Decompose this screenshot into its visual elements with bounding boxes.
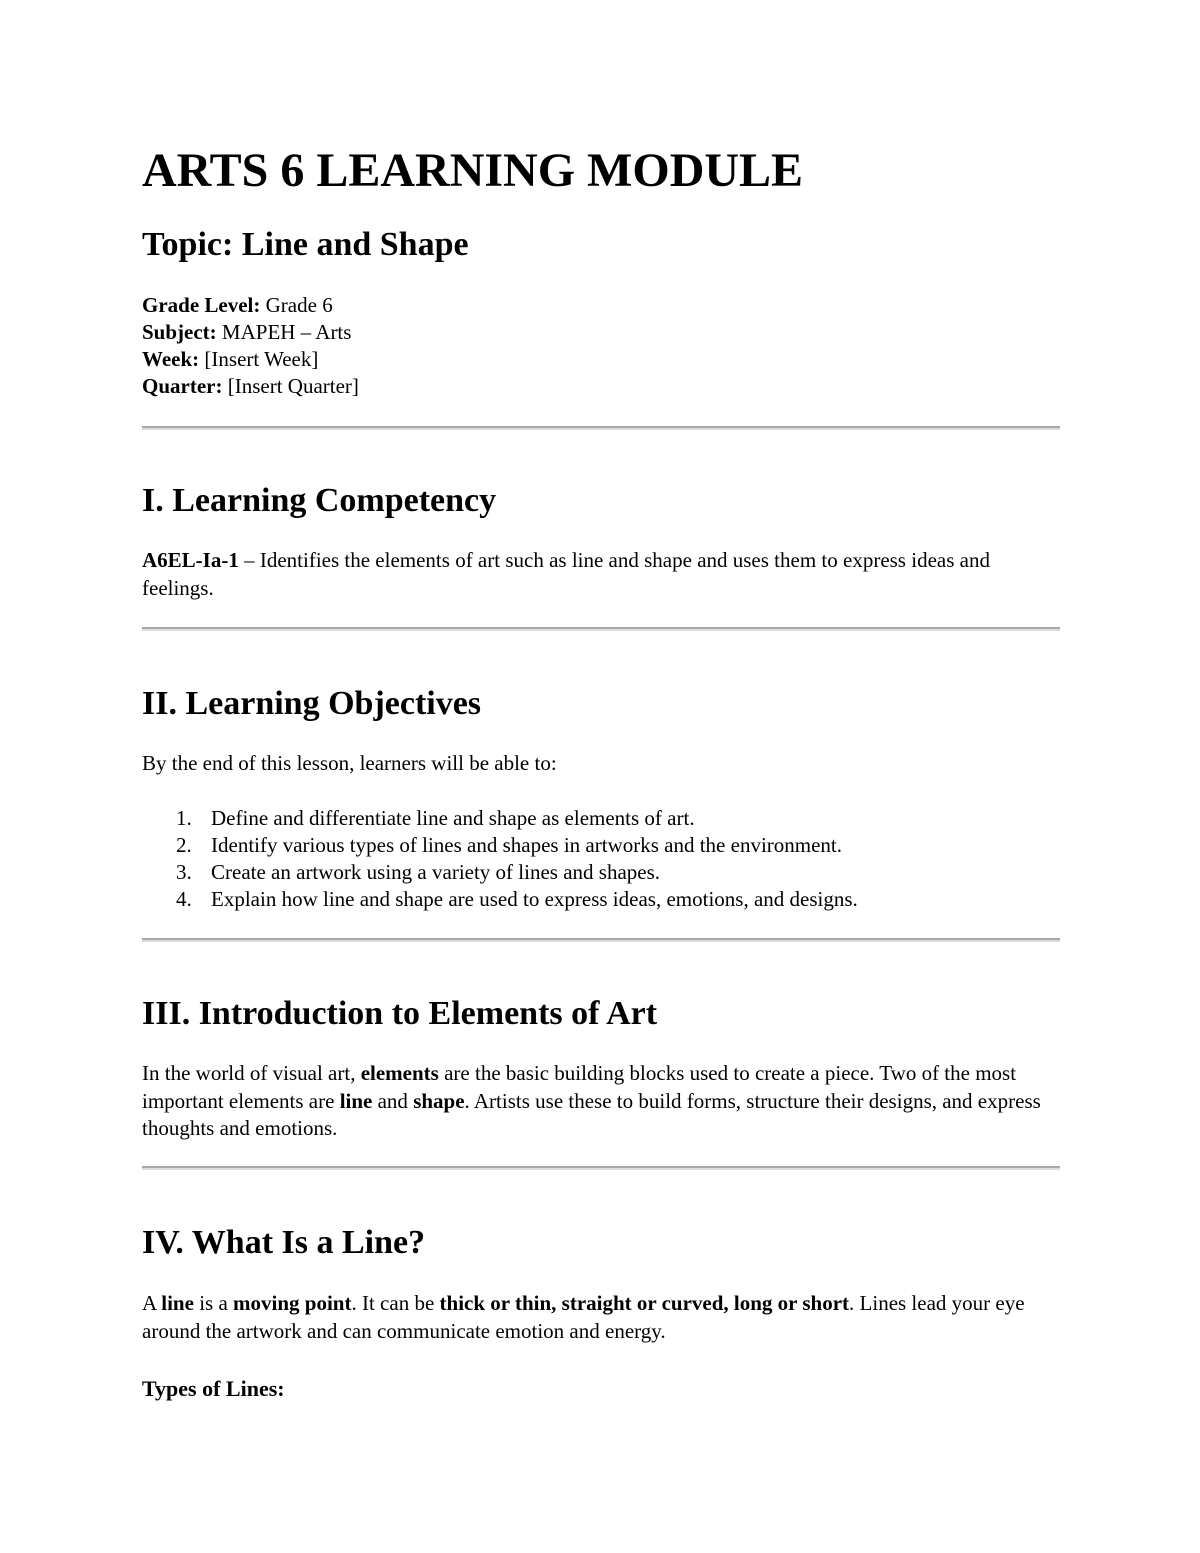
objectives-intro: By the end of this lesson, learners will be able to: xyxy=(142,751,557,775)
objectives-list xyxy=(142,805,858,913)
meta-subject: Subject: MAPEH – Arts xyxy=(142,320,352,344)
types-of-lines-subheading: Types of Lines: xyxy=(142,1376,285,1401)
topic-heading: Topic: Line and Shape xyxy=(142,226,469,263)
list-item: 4. Explain how line and shape are used to express ideas, emotions, and designs. xyxy=(176,887,858,911)
horizontal-divider xyxy=(142,938,1060,942)
section-heading-what-is-line: IV. What Is a Line? xyxy=(142,1224,426,1261)
meta-block xyxy=(142,292,359,400)
document-title: ARTS 6 LEARNING MODULE xyxy=(142,144,804,197)
horizontal-divider xyxy=(142,627,1060,631)
section-heading-objectives: II. Learning Objectives xyxy=(142,685,482,722)
section-heading-introduction: III. Introduction to Elements of Art xyxy=(142,995,658,1032)
line-definition-paragraph: A line is a moving point. It can be thick or thin, straight or curved, long or short. Lines lead your eye around the artwork and can communicate emotion and energy. xyxy=(142,1291,1025,1343)
horizontal-divider xyxy=(142,1166,1060,1170)
list-item: 3. Create an artwork using a variety of lines and shapes. xyxy=(176,860,661,884)
list-item: 1. Define and differentiate line and shape as elements of art. xyxy=(176,806,695,830)
meta-grade-level: Grade Level: Grade 6 xyxy=(142,293,333,317)
list-item: 2. Identify various types of lines and shapes in artworks and the environment. xyxy=(176,833,843,857)
competency-code: A6EL-Ia-1 xyxy=(142,548,239,572)
introduction-paragraph: In the world of visual art, elements are the basic building blocks used to create a piece. Two of the most important elements are line and shape. Artists use these to build forms, structure their designs, and express thoughts and emotions. xyxy=(142,1061,1041,1140)
meta-week: Week: [Insert Week] xyxy=(142,347,319,371)
section-heading-competency: I. Learning Competency xyxy=(142,482,497,519)
horizontal-divider xyxy=(142,426,1060,430)
competency-text: A6EL-Ia-1 – Identifies the elements of art such as line and shape and uses them to express ideas and feelings. xyxy=(142,548,990,600)
meta-quarter: Quarter: [Insert Quarter] xyxy=(142,374,359,398)
